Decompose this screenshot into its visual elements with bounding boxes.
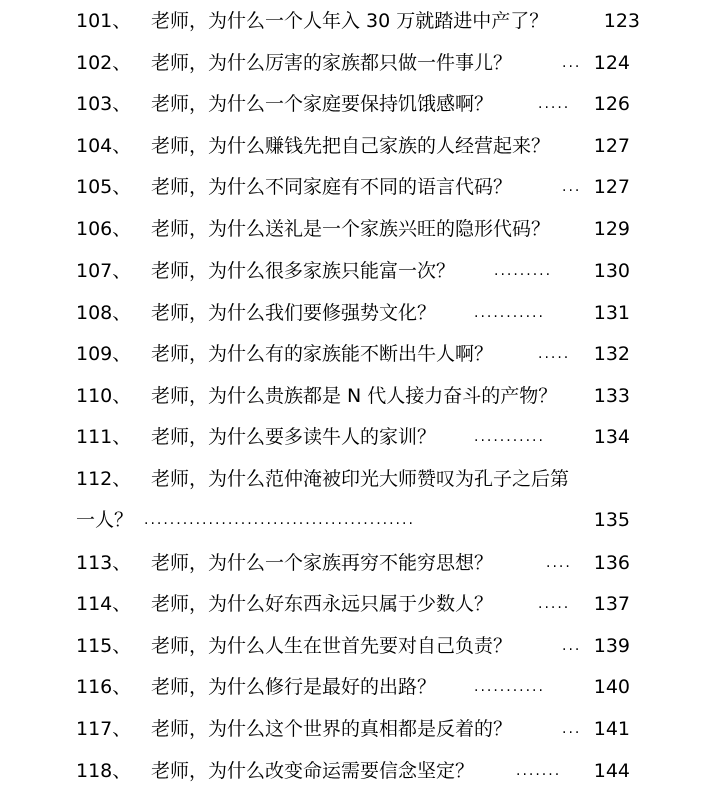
entry-number: 118、 xyxy=(76,760,132,782)
entry-title: 老师，为什么这个世界的真相都是反着的？ xyxy=(151,718,513,740)
entry-number: 107、 xyxy=(76,260,132,282)
entry-title: 老师，为什么有的家族能不断出牛人啊？ xyxy=(151,343,494,365)
toc-entry-114[interactable] xyxy=(0,589,706,619)
toc-entry-107[interactable] xyxy=(0,256,706,286)
entry-title: 老师，为什么范仲淹被印光大师赞叹为孔子之后第 xyxy=(151,468,570,490)
leader-dots: .......................................... xyxy=(144,512,415,528)
entry-page: 124 xyxy=(593,52,630,74)
leader-dots: ... xyxy=(562,721,582,737)
entry-page: 133 xyxy=(593,385,630,407)
toc-entry-117[interactable] xyxy=(0,714,706,744)
toc-entry-118[interactable] xyxy=(0,756,706,786)
toc-entry-109[interactable] xyxy=(0,339,706,369)
entry-number: 108、 xyxy=(76,302,132,324)
entry-page: 140 xyxy=(593,676,630,698)
toc-entry-105[interactable] xyxy=(0,172,706,202)
entry-page: 131 xyxy=(593,302,630,324)
entry-title: 老师，为什么修行是最好的出路？ xyxy=(151,676,437,698)
entry-title: 老师，为什么人生在世首先要对自己负责？ xyxy=(151,635,513,657)
entry-page: 129 xyxy=(593,218,630,240)
entry-title: 老师，为什么赚钱先把自己家族的人经营起来？ xyxy=(151,135,551,157)
entry-number: 111、 xyxy=(76,426,132,448)
entry-number: 116、 xyxy=(76,676,132,698)
entry-page: 134 xyxy=(593,426,630,448)
entry-number: 106、 xyxy=(76,218,132,240)
entry-title: 老师，为什么改变命运需要信念坚定？ xyxy=(151,760,475,782)
entry-page: 126 xyxy=(593,93,630,115)
entry-title: 老师，为什么好东西永远只属于少数人？ xyxy=(151,593,494,615)
entry-page: 135 xyxy=(593,509,630,531)
entry-page: 132 xyxy=(593,343,630,365)
leader-dots: ........... xyxy=(474,429,545,445)
entry-number: 117、 xyxy=(76,718,132,740)
entry-number: 115、 xyxy=(76,635,132,657)
toc-entry-116[interactable] xyxy=(0,672,706,702)
entry-title: 老师，为什么一个人年入 30 万就踏进中产了？ xyxy=(151,10,549,32)
toc-entry-113[interactable] xyxy=(0,548,706,578)
entry-page: 136 xyxy=(593,552,630,574)
toc-entry-103[interactable] xyxy=(0,89,706,119)
entry-page: 127 xyxy=(593,135,630,157)
toc-entry-106[interactable] xyxy=(0,214,706,244)
leader-dots: ... xyxy=(562,638,582,654)
entry-number: 110、 xyxy=(76,385,132,407)
toc-entry-110[interactable] xyxy=(0,381,706,411)
entry-title: 老师，为什么不同家庭有不同的语言代码？ xyxy=(151,176,513,198)
leader-dots: ..... xyxy=(538,596,571,612)
entry-title: 老师，为什么很多家族只能富一次？ xyxy=(151,260,456,282)
leader-dots: .... xyxy=(546,555,572,571)
toc-entry-111[interactable] xyxy=(0,422,706,452)
toc-entry-112[interactable] xyxy=(0,464,706,494)
entry-page: 144 xyxy=(593,760,630,782)
toc-entry-101[interactable] xyxy=(0,6,706,36)
entry-number: 104、 xyxy=(76,135,132,157)
entry-page: 137 xyxy=(593,593,630,615)
entry-number: 112、 xyxy=(76,468,132,490)
toc-entry-115[interactable] xyxy=(0,631,706,661)
entry-title: 老师，为什么一个家族再穷不能穷思想？ xyxy=(151,552,494,574)
entry-title: 老师，为什么我们要修强势文化？ xyxy=(151,302,437,324)
toc-entry-104[interactable] xyxy=(0,131,706,161)
entry-title: 老师，为什么送礼是一个家族兴旺的隐形代码？ xyxy=(151,218,551,240)
entry-number: 102、 xyxy=(76,52,132,74)
leader-dots: ... xyxy=(562,179,582,195)
entry-number: 109、 xyxy=(76,343,132,365)
entry-number: 103、 xyxy=(76,93,132,115)
entry-title: 老师，为什么厉害的家族都只做一件事儿？ xyxy=(151,52,513,74)
entry-number: 105、 xyxy=(76,176,132,198)
entry-title: 老师，为什么一个家庭要保持饥饿感啊？ xyxy=(151,93,494,115)
leader-dots: ........... xyxy=(474,305,545,321)
leader-dots: ..... xyxy=(538,346,571,362)
leader-dots: ..... xyxy=(538,96,571,112)
leader-dots: ....... xyxy=(516,763,562,779)
entry-number: 101、 xyxy=(76,10,132,32)
entry-page: 139 xyxy=(593,635,630,657)
entry-page: 141 xyxy=(593,718,630,740)
entry-number: 113、 xyxy=(76,552,132,574)
entry-page: 123 xyxy=(603,10,640,32)
leader-dots: ... xyxy=(562,55,582,71)
entry-title-continuation: 一人？ xyxy=(76,509,134,531)
leader-dots: ......... xyxy=(494,263,553,279)
leader-dots: ........... xyxy=(474,679,545,695)
entry-number: 114、 xyxy=(76,593,132,615)
toc-entry-108[interactable] xyxy=(0,298,706,328)
toc-entry-102[interactable] xyxy=(0,48,706,78)
entry-page: 127 xyxy=(593,176,630,198)
entry-page: 130 xyxy=(593,260,630,282)
entry-title: 老师，为什么要多读牛人的家训？ xyxy=(151,426,437,448)
entry-title: 老师，为什么贵族都是 N 代人接力奋斗的产物？ xyxy=(151,385,558,407)
toc-entry-112-continuation[interactable] xyxy=(0,505,706,535)
